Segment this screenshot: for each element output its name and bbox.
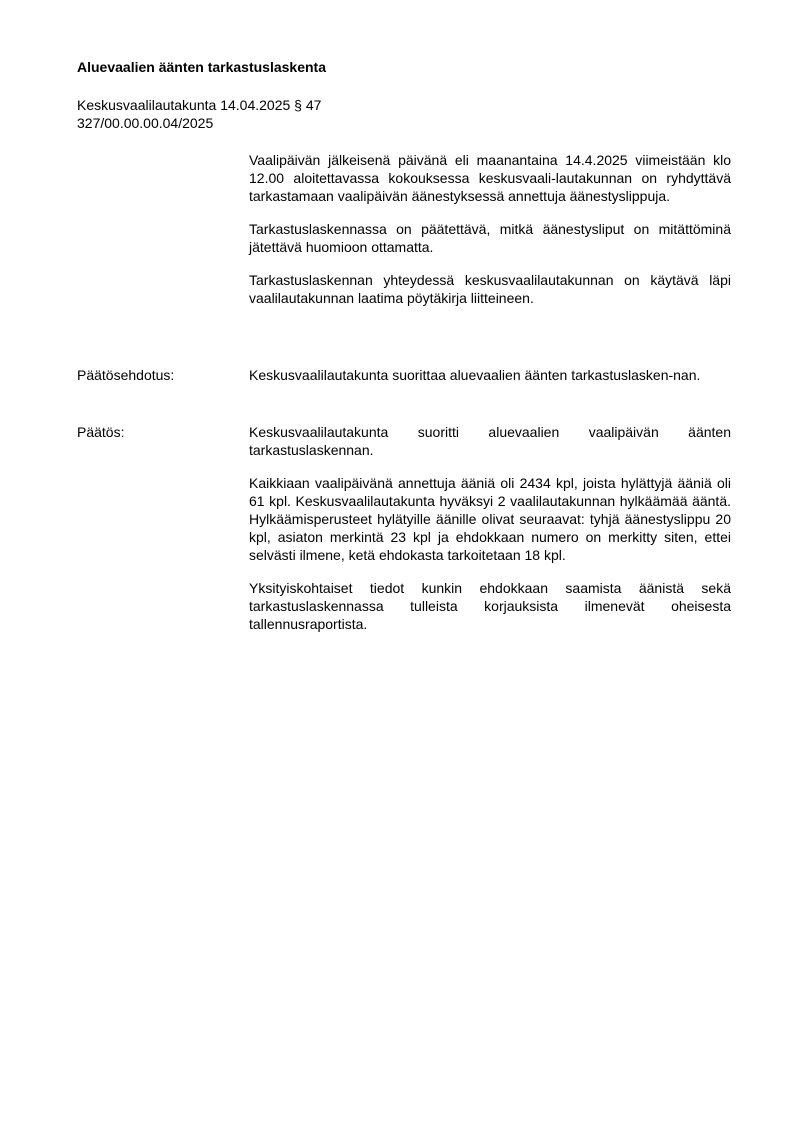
record-number: 327/00.00.00.04/2025 [77,115,214,131]
proposal-text: Keskusvaalilautakunta suorittaa aluevaalien äänten tarkastuslasken-nan. [249,367,701,383]
decision-paragraph: Yksityiskohtaiset tiedot kunkin ehdokkaan saamista äänistä sekä tarkastuslaskennassa tulleista korjauksista ilmenevät oheisesta tallennusraportista. [249,580,731,632]
document-title: Aluevaalien äänten tarkastuslaskenta [77,59,327,75]
intro-text [249,151,731,322]
decision-paragraph: Kaikkiaan vaalipäivänä annettuja ääniä oli 2434 kpl, joista hylättyjä ääniä oli 61 kpl. Keskusvaalilautakunta hyväksyi 2 vaalilautakunnan hylkäämää ääntä. Hylkäämisperusteet hylätyille äänille olivat seuraavat: tyhjä äänestyslippu 20 kpl, asiaton merkintä 23 kpl ja ehdokkaan numero on merkitty siten, ettei selvästi ilmene, ketä ehdokasta tarkoitetaan 18 kpl. [249,475,731,563]
meeting-line: Keskusvaalilautakunta 14.04.2025 § 47 [77,97,322,113]
decision-label: Päätös: [77,424,125,440]
decision-paragraph: Keskusvaalilautakunta suoritti aluevaalien vaalipäivän äänten tarkastuslaskennan. [249,424,731,458]
intro-paragraph: Vaalipäivän jälkeisenä päivänä eli maanantaina 14.4.2025 viimeistään klo 12.00 aloitettavassa kokouksessa keskusvaali-lautakunnan on ryhdyttävä tarkastamaan vaalipäivän äänestyksessä annettuja äänestyslippuja. [249,152,731,204]
meeting-info [77,96,321,132]
proposal-label: Päätösehdotus: [77,367,175,383]
intro-paragraph: Tarkastuslaskennassa on päätettävä, mitkä äänestysliput on mitättöminä jätettävä huomioon ottamatta. [249,221,731,255]
intro-paragraph: Tarkastuslaskennan yhteydessä keskusvaalilautakunnan on käytävä läpi vaalilautakunnan laatima pöytäkirja liitteineen. [249,272,731,306]
